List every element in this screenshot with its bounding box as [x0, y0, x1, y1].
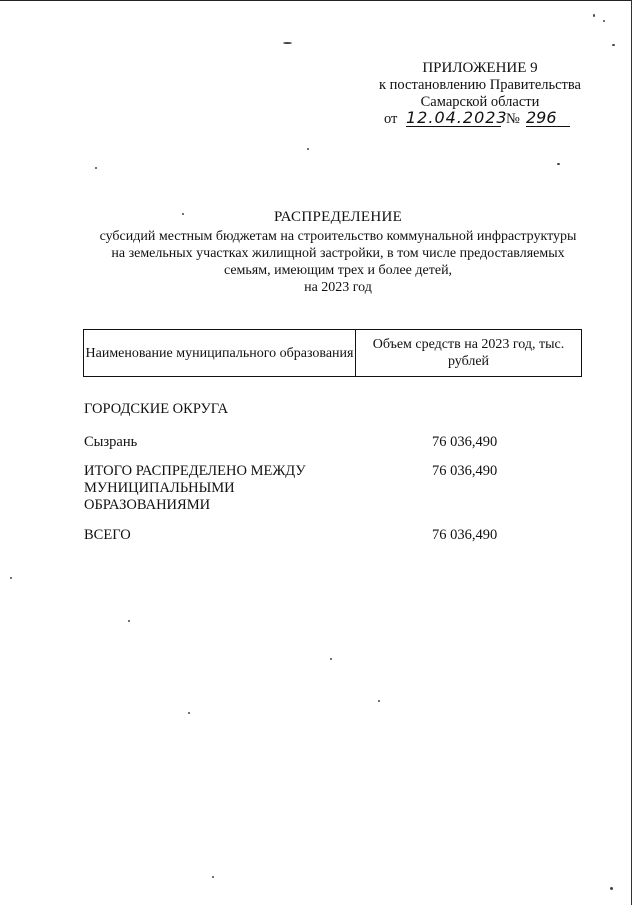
- scan-speck: [330, 658, 332, 660]
- column-header-amount: [356, 330, 581, 376]
- column-header-municipality-label: Наименование муниципального образования: [85, 345, 354, 361]
- row-name-total-distributed: ИТОГО РАСПРЕДЕЛЕНО МЕЖДУ МУНИЦИПАЛЬНЫМИ ОБРАЗОВАНИЯМИ: [84, 463, 306, 513]
- document-title: [40, 209, 636, 296]
- scan-speck: [612, 44, 615, 46]
- scan-speck: [95, 167, 97, 169]
- column-header-municipality: [84, 330, 356, 376]
- title-line-4: на 2023 год: [304, 280, 372, 295]
- scan-speck: [182, 213, 184, 215]
- row-name-syzran: Сызрань: [84, 434, 138, 450]
- column-header-amount-label: Объем средств на 2023 год, тыс. рублей: [372, 337, 565, 369]
- row-value-syzran: 76 036,490: [432, 434, 498, 450]
- scan-speck: [378, 700, 380, 702]
- title-line-2: на земельных участках жилищной застройки, в том числе предоставляемых: [111, 246, 565, 261]
- title-heading: РАСПРЕДЕЛЕНИЕ: [273, 209, 403, 225]
- section-heading: ГОРОДСКИЕ ОКРУГА: [84, 401, 229, 417]
- appendix-number: ПРИЛОЖЕНИЕ 9: [422, 60, 538, 76]
- scan-speck: [10, 577, 12, 579]
- handwritten-date: 12.04.2023: [406, 108, 508, 127]
- scan-speck: [212, 876, 214, 878]
- scan-speck: [603, 20, 605, 22]
- scan-speck: [593, 14, 595, 17]
- row-name-grand-total: ВСЕГО: [84, 527, 131, 543]
- row-value-grand-total: 76 036,490: [432, 527, 498, 543]
- scan-speck: [283, 42, 292, 44]
- scan-speck: [307, 148, 309, 150]
- scan-speck: [610, 887, 613, 890]
- page-top-edge: [0, 0, 632, 1]
- appendix-header: [370, 60, 590, 129]
- page-right-edge: [631, 0, 632, 905]
- appendix-date-line: [370, 108, 590, 129]
- title-line-1: субсидий местным бюджетам на строительство коммунальной инфраструктуры: [99, 229, 577, 244]
- scan-speck: [128, 620, 130, 622]
- scan-speck: [557, 163, 560, 165]
- date-prefix: от: [384, 111, 398, 127]
- number-prefix: №: [506, 111, 520, 127]
- appendix-region: Самарской области: [420, 94, 540, 110]
- table-header: [83, 329, 582, 377]
- appendix-reference: к постановлению Правительства: [379, 77, 581, 93]
- title-line-3: семьям, имеющим трех и более детей,: [223, 263, 453, 278]
- row-value-total-distributed: 76 036,490: [432, 463, 498, 479]
- handwritten-number: 296: [526, 109, 570, 127]
- scan-speck: [188, 712, 190, 714]
